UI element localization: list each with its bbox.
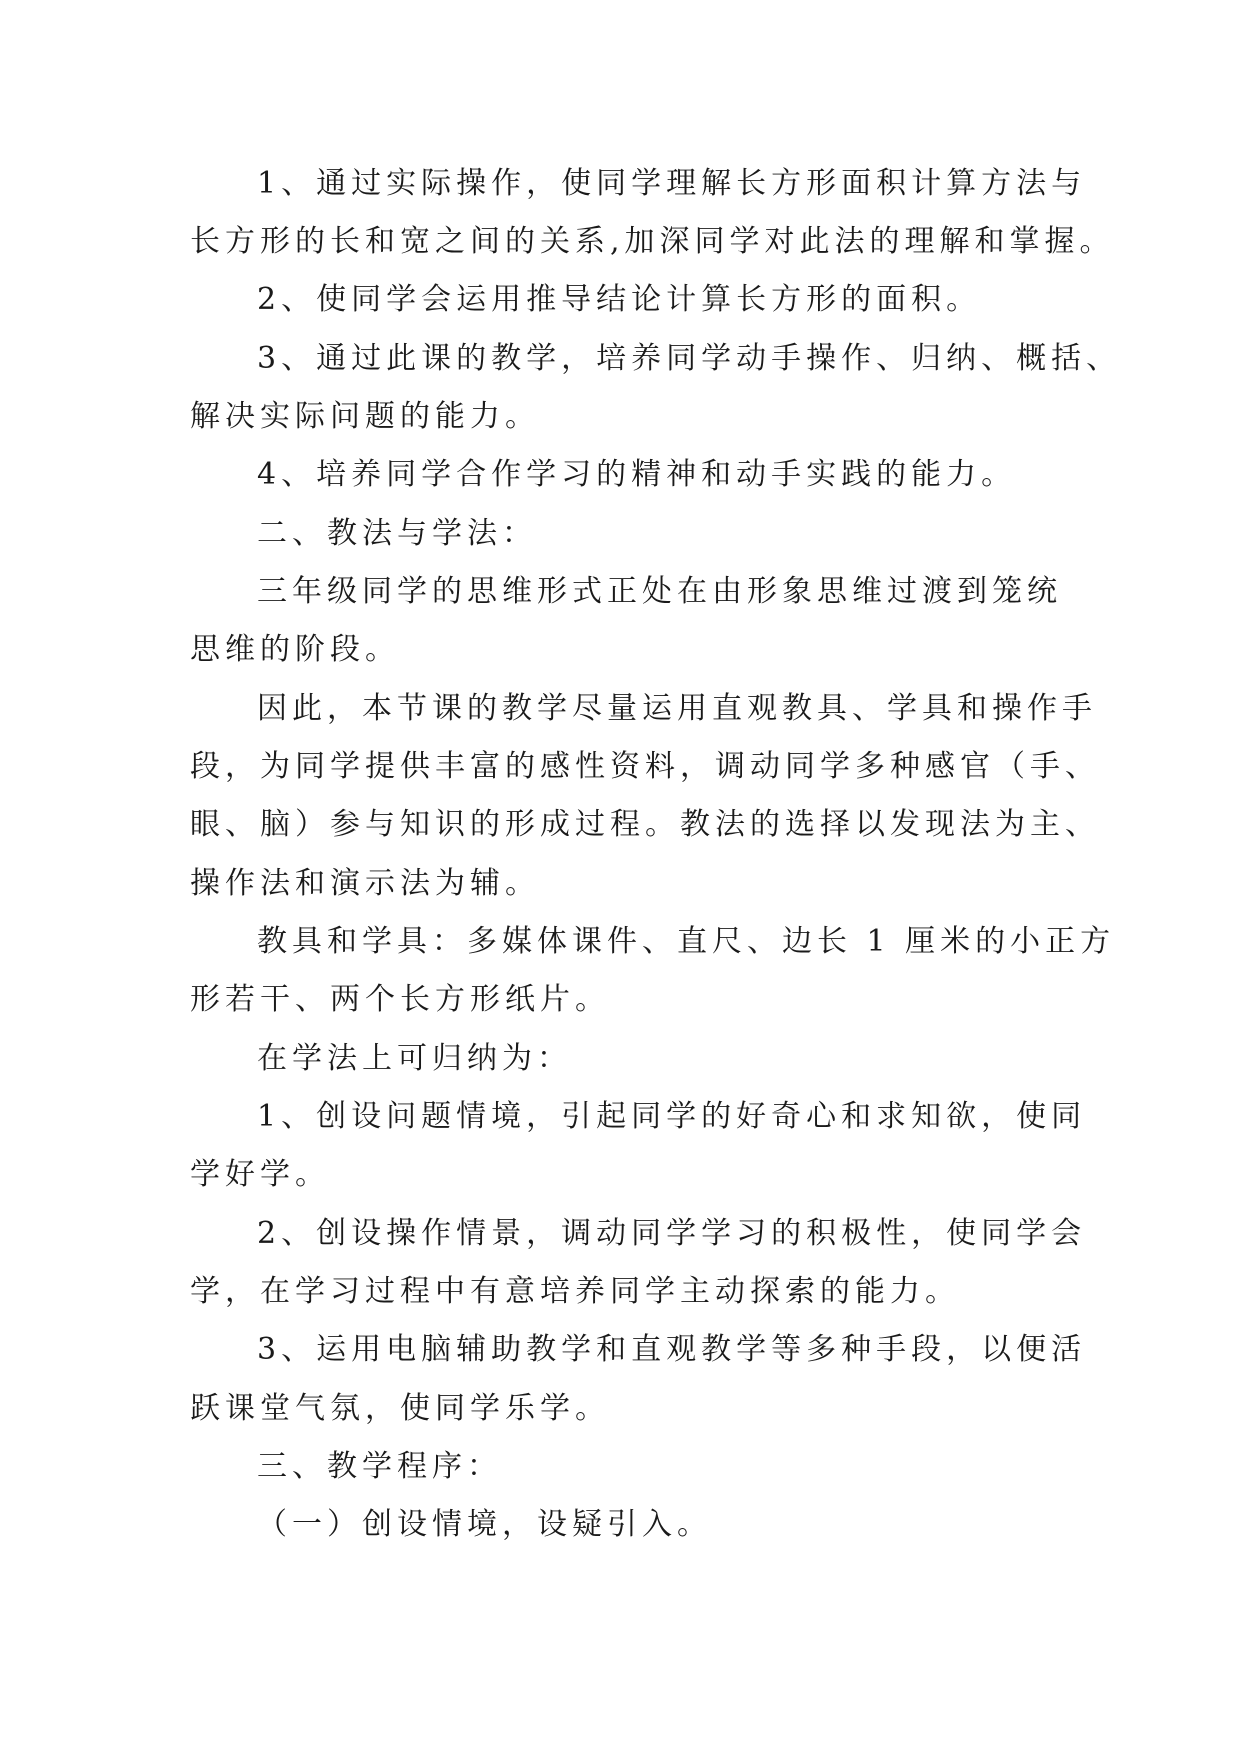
paragraph-line: 操作法和演示法为辅。 [190,866,540,901]
paragraph-line: 1、通过实际操作，使同学理解长方形面积计算方法与 [257,166,1087,201]
section-heading: 三、教学程序： [257,1449,502,1484]
section-heading: 二、教法与学法： [257,516,537,551]
paragraph-line: 教具和学具：多媒体课件、直尺、边长 1 厘米的小正方 [257,924,1116,959]
paragraph-line: 在学法上可归纳为： [257,1041,572,1076]
paragraph-line: 因此，本节课的教学尽量运用直观教具、学具和操作手 [257,691,1097,726]
paragraph-line: 长方形的长和宽之间的关系,加深同学对此法的理解和掌握。 [190,224,1115,259]
paragraph-line: 段，为同学提供丰富的感性资料，调动同学多种感官（手、 [190,749,1100,784]
paragraph-line: 三年级同学的思维形式正处在由形象思维过渡到笼统 [257,574,1062,609]
paragraph-line: 4、培养同学合作学习的精神和动手实践的能力。 [257,457,1017,492]
paragraph-line: 3、通过此课的教学，培养同学动手操作、归纳、概括、 [257,341,1122,376]
paragraph-line: 形若干、两个长方形纸片。 [190,982,610,1017]
paragraph-line: 思维的阶段。 [190,632,400,667]
paragraph-line: 解决实际问题的能力。 [190,399,540,434]
paragraph-line: 眼、脑）参与知识的形成过程。教法的选择以发现法为主、 [190,807,1100,842]
paragraph-line: 1、创设问题情境，引起同学的好奇心和求知欲，使同 [257,1099,1087,1134]
paragraph-line: 学好学。 [190,1157,330,1192]
paragraph-line: 3、运用电脑辅助教学和直观教学等多种手段，以便活 [257,1332,1087,1367]
paragraph-line: 2、使同学会运用推导结论计算长方形的面积。 [257,282,982,317]
paragraph-line: 2、创设操作情景，调动同学学习的积极性，使同学会 [257,1216,1087,1251]
subsection-heading: （一）创设情境，设疑引入。 [257,1507,712,1542]
paragraph-line: 学，在学习过程中有意培养同学主动探索的能力。 [190,1274,960,1309]
paragraph-line: 跃课堂气氛，使同学乐学。 [190,1391,610,1426]
